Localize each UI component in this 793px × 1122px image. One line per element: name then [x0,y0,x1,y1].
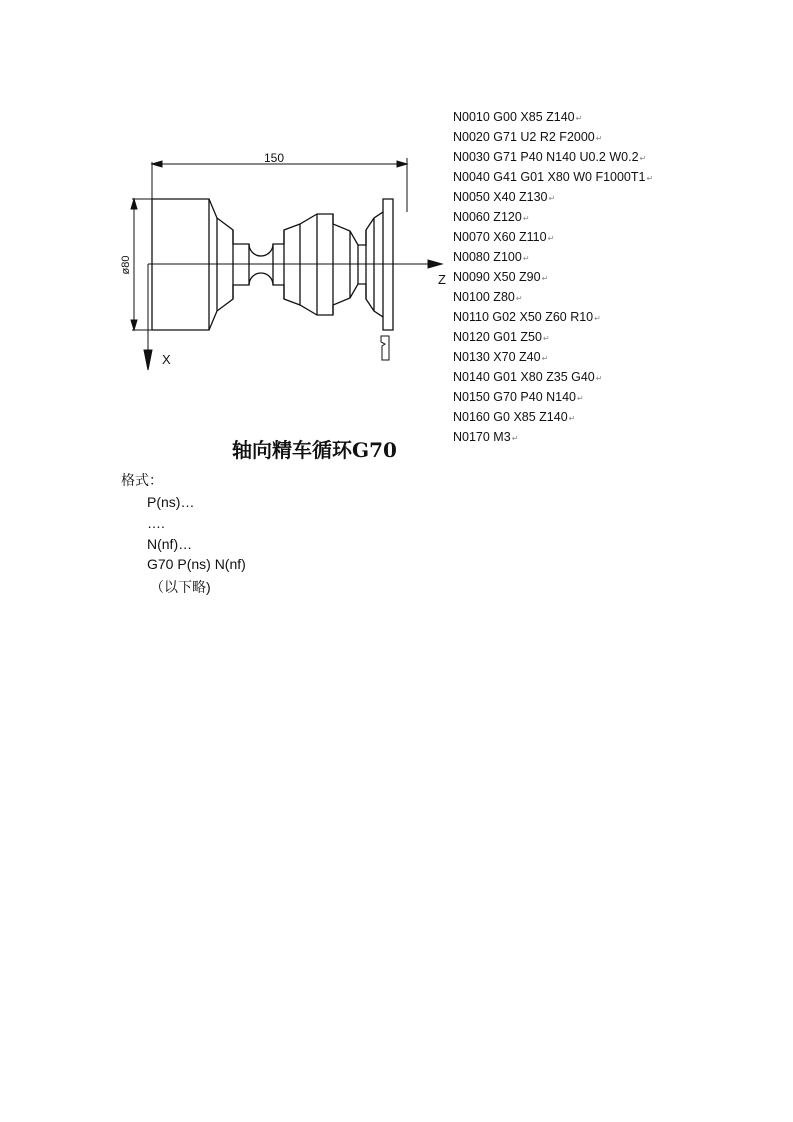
z-axis-label: Z [438,272,446,287]
program-line: N0120 G01 Z50↵ [453,330,550,344]
format-line: N(nf)… [147,536,193,552]
x-axis [144,264,152,370]
format-line: （以下略) [150,579,211,595]
program-line: N0020 G71 U2 R2 F2000↵ [453,130,603,144]
format-line: …. [147,515,165,531]
length-dimension [152,158,407,212]
program-line: N0140 G01 X80 Z35 G40↵ [453,370,603,384]
part-drawing-svg [122,112,442,417]
program-line: N0110 G02 X50 Z60 R10↵ [453,310,601,324]
cutting-tool [381,336,389,360]
program-line: N0080 Z100↵ [453,250,530,264]
program-line: N0010 G00 X85 Z140↵ [453,110,583,124]
program-line: N0070 X60 Z110↵ [453,230,555,244]
format-line: P(ns)… [147,494,195,510]
z-axis [148,260,442,268]
program-line: N0030 G71 P40 N140 U0.2 W0.2↵ [453,150,647,164]
program-line: N0090 X50 Z90↵ [453,270,549,284]
program-line: N0170 M3↵ [453,430,519,444]
diameter-dimension-label: ø80 [120,255,132,275]
section-title: 轴向精车循环G70 [232,438,397,462]
length-dimension-label: 150 [263,151,285,165]
program-line: N0060 Z120↵ [453,210,530,224]
format-label: 格式： [121,473,163,489]
nc-program-listing [453,108,653,448]
program-line: N0160 G0 X85 Z140↵ [453,410,576,424]
program-line: N0100 Z80↵ [453,290,523,304]
program-line: N0040 G41 G01 X80 W0 F1000T1↵ [453,170,654,184]
part-drawing [122,112,442,417]
x-axis-label: X [162,352,171,367]
program-line: N0130 X70 Z40↵ [453,350,549,364]
format-line: G70 P(ns) N(nf) [147,556,246,572]
program-line: N0050 X40 Z130↵ [453,190,556,204]
program-line: N0150 G70 P40 N140↵ [453,390,584,404]
